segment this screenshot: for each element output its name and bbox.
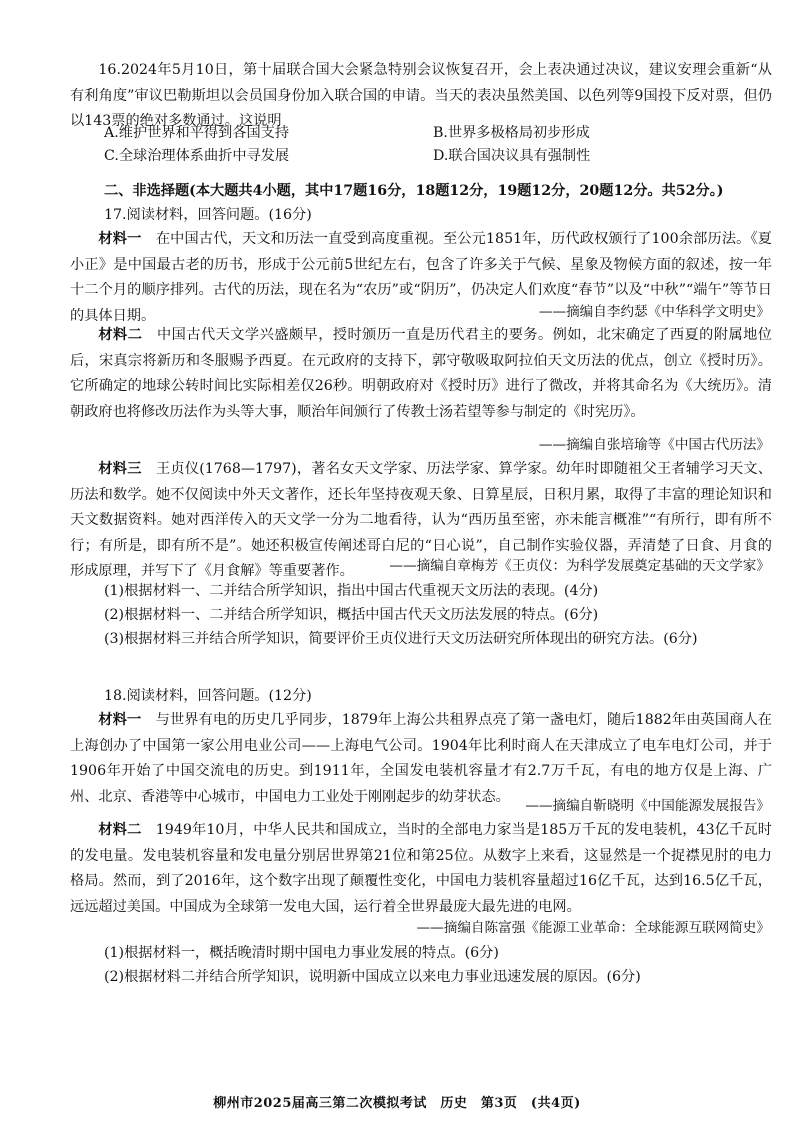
q18-title: 18.阅读材料，回答问题。(12分) (104, 688, 312, 704)
section-heading: 二、非选择题(本大题共4小题，其中17题16分，18题12分，19题12分，20题12分。共52分。) (104, 183, 724, 199)
q17-sub-2: (2)根据材料一、二并结合所学知识，概括中国古代天文历法发展的特点。(6分) (104, 607, 599, 623)
q18-m1-source: ——摘编自靳晓明《中国能源发展报告》 (525, 798, 770, 814)
q18-m2-label: 材料二 (98, 822, 142, 838)
q18-m2-source: ——摘编自陈富强《能源工业革命：全球能源互联网简史》 (416, 920, 770, 936)
q16-option-d: D.联合国决议具有强制性 (433, 148, 591, 164)
page-footer: 柳州市2025届高三第二次模拟考试 历史 第3页 (共4页) (213, 1096, 581, 1111)
q17-m3-source: ——摘编自章梅芳《王贞仪：为科学发展奠定基础的天文学家》 (389, 558, 770, 574)
q17-title: 17.阅读材料，回答问题。(16分) (104, 207, 312, 223)
q17-sub-3: (3)根据材料三并结合所学知识，简要评价王贞仪进行天文历法研究所体现出的研究方法。(6分) (104, 631, 698, 647)
q18-material-2 (70, 818, 772, 920)
q18-sub-2: (2)根据材料二并结合所学知识，说明新中国成立以来电力事业迅速发展的原因。(6分) (104, 969, 641, 985)
q18-m1-text: 与世界有电的历史几乎同步，1879年上海公共租界点亮了第一盏电灯，随后1882年由英国商人在上海创办了中国第一家公用电业公司——上海电气公司。1904年比利时商人在天津成立了电车电灯公司，并于1906年开始了中国交流电的历史。到1911年，全国发电装机容量才有2.7万千瓦，有电的地方仅是上海、广州、北京、香港等中心城市，中国电力工业处于刚刚起步的幼芽状态。 (70, 712, 772, 805)
q16-option-a: A.维护世界和平得到各国支持 (104, 125, 290, 141)
q16-option-c: C.全球治理体系曲折中寻发展 (104, 148, 290, 164)
q16-option-b: B.世界多极格局初步形成 (433, 125, 590, 141)
q17-m2-label: 材料二 (98, 327, 143, 343)
q18-sub-1: (1)根据材料一，概括晚清时期中国电力事业发展的特点。(6分) (104, 945, 499, 961)
q17-material-2 (70, 323, 772, 425)
q18-m1-label: 材料一 (98, 712, 142, 728)
q17-m3-text: 王贞仪(1768—1797)，著名女天文学家、历法学家、算学家。幼年时即随祖父王者辅学习天文、历法和数学。她不仅阅读中外天文著作，还长年坚持夜观天象、日算星辰，日积月累，取得了丰富的理论知识和天文数据资料。她对西洋传入的天文学一分为二地看待，认为“西历虽至密，亦未能言概准”“有所行，即有所不行；有所是，即有所不是”。她还积极宣传阐述哥白尼的“日心说”，自己制作实验仪器，弄清楚了日食、月食的形成原理，并写下了《月食解》等重要著作。 (70, 461, 772, 580)
q17-m1-label: 材料一 (98, 231, 142, 247)
q18-m2-text: 1949年10月，中华人民共和国成立，当时的全部电力家当是185万千瓦的发电装机，43亿千瓦时的发电量。发电装机容量和发电量分别居世界第21位和第25位。从数字上来看，这显然是一个捉襟见肘的电力格局。然而，到了2016年，这个数字出现了颠覆性变化，中国电力装机容量超过16亿千瓦，达到16.5亿千瓦，远远超过美国。中国成为全球第一发电大国，运行着全世界最庞大最先进的电网。 (70, 822, 772, 915)
q17-m1-text: 在中国古代，天文和历法一直受到高度重视。至公元1851年，历代政权颁行了100余部历法。《夏小正》是中国最古老的历书，形成于公元前5世纪左右，包含了许多关于气候、星象及物候方面的叙述，按一年十二个月的顺序排列。古代的历法，现在名为“农历”或“阴历”，仍决定人们欢度“春节”以及“中秋”“端午”等节日的具体日期。 (70, 231, 772, 324)
q17-m3-label: 材料三 (98, 461, 142, 477)
q17-m2-source: ——摘编自张培瑜等《中国古代历法》 (538, 437, 770, 453)
q16-stem: 16.2024年5月10日，第十届联合国大会紧急特别会议恢复召开，会上表决通过决议，建议安理会重新“从有利角度”审议巴勒斯坦以会员国身份加入联合国的申请。当天的表决虽然美国、以色列等9国投下反对票，但仍以143票的绝对多数通过。这说明 (70, 62, 772, 130)
q17-m1-source: ——摘编自李约瑟《中华科学文明史》 (538, 304, 770, 320)
q17-sub-1: (1)根据材料一、二并结合所学知识，指出中国古代重视天文历法的表现。(4分) (104, 583, 599, 599)
q17-m2-text: 中国古代天文学兴盛颇早，授时颁历一直是历代君主的要务。例如，北宋确定了西夏的附属地位后，宋真宗将新历和冬服赐予西夏。在元政府的支持下，郭守敬吸取阿拉伯天文历法的优点，创立《授时历》。它所确定的地球公转时间比实际相差仅26秒。明朝政府对《授时历》进行了微改，并将其命名为《大统历》。清朝政府也将修改历法作为头等大事，顺治年间颁行了传教士汤若望等参与制定的《时宪历》。 (70, 327, 772, 420)
